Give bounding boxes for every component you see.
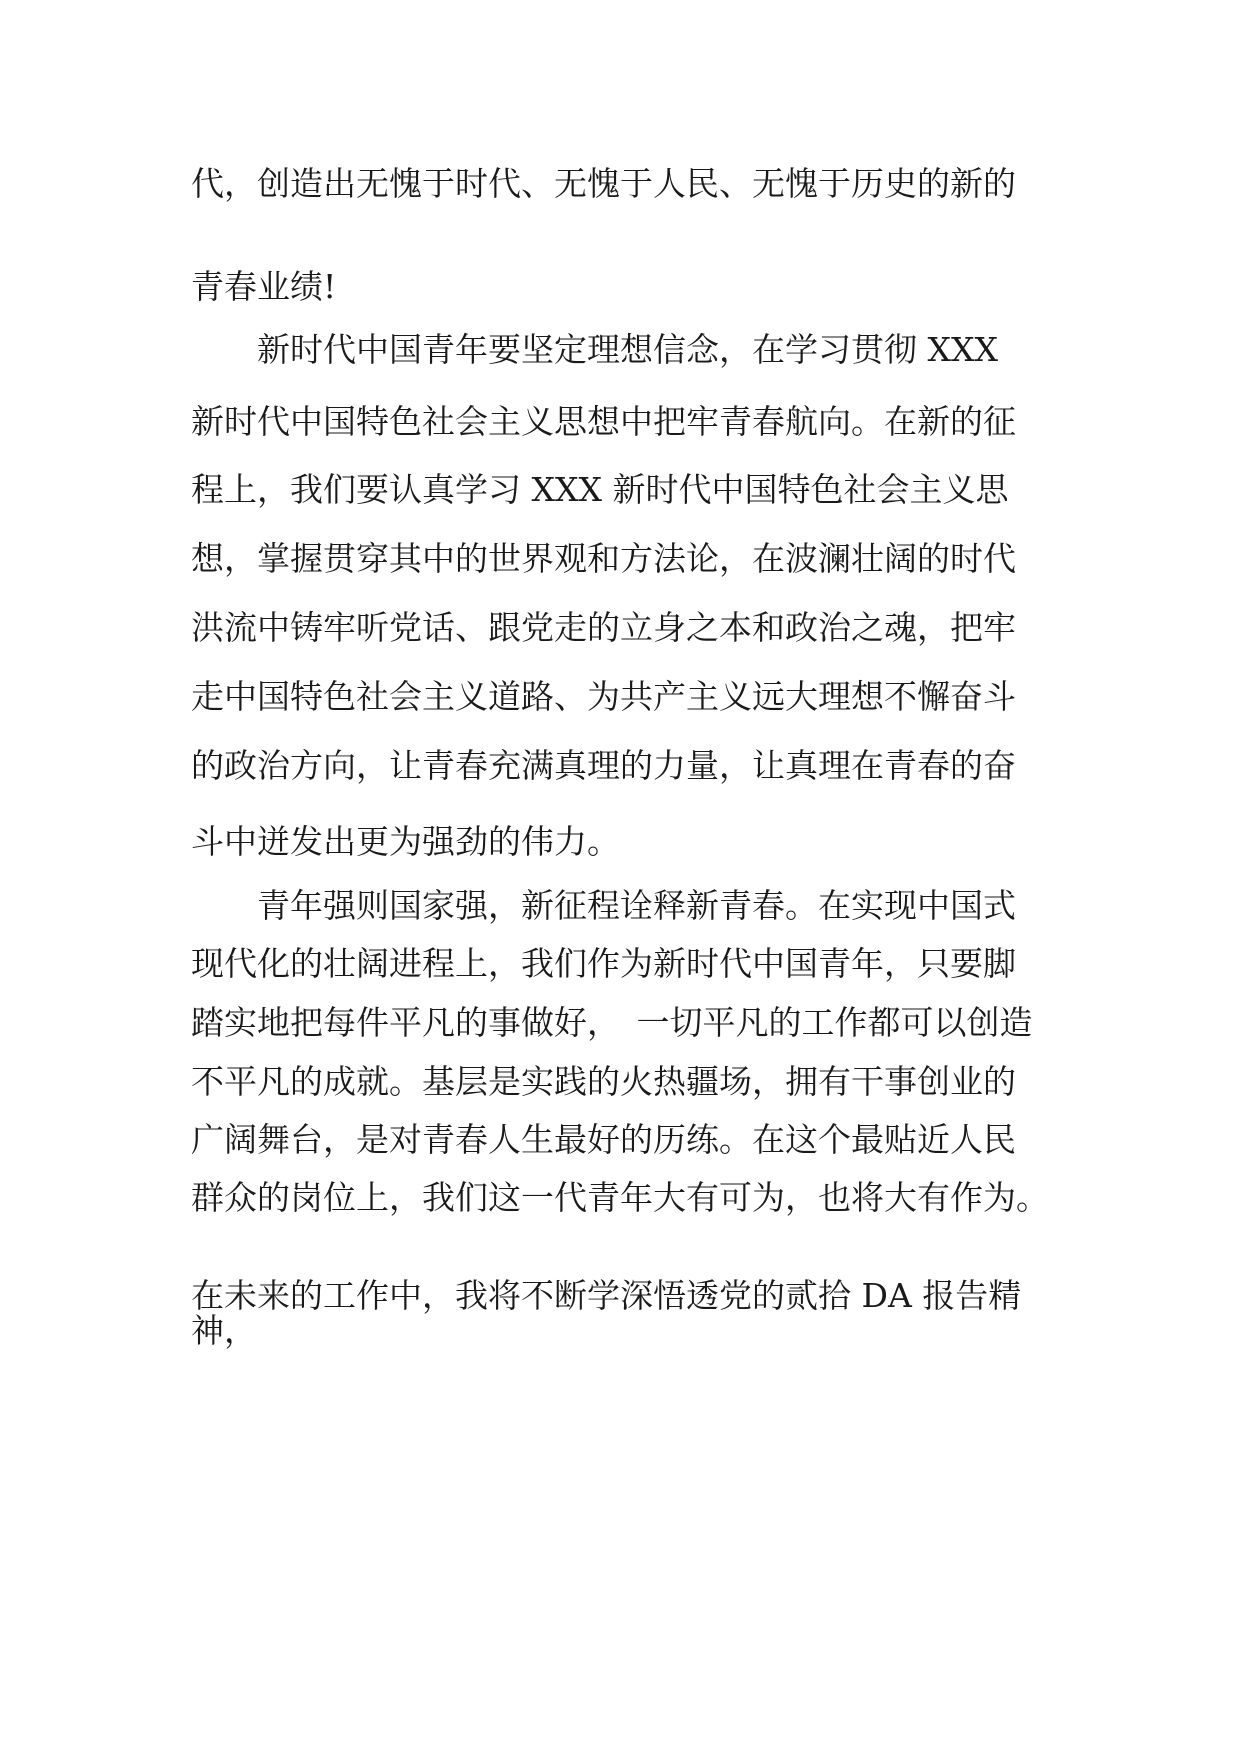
text-line: 代，创造出无愧于时代、无愧于人民、无愧于历史的新的 [191, 164, 1016, 203]
text-line: 新时代中国特色社会主义思想中把牢青春航向。在新的征 [191, 402, 1016, 441]
text-line: 在未来的工作中，我将不断学深悟透党的贰拾 DA 报告精 [191, 1276, 1022, 1315]
text-line: 神， [191, 1311, 257, 1350]
text-line: 现代化的壮阔进程上，我们作为新时代中国青年，只要脚 [191, 944, 1016, 983]
text-line: 想，掌握贯穿其中的世界观和方法论，在波澜壮阔的时代 [191, 539, 1016, 578]
text-line: 斗中迸发出更为强劲的伟力。 [191, 822, 620, 861]
text-line: 走中国特色社会主义道路、为共产主义远大理想不懈奋斗 [191, 677, 1016, 716]
text-line: 洪流中铸牢听党话、跟党走的立身之本和政治之魂，把牢 [191, 608, 1016, 647]
text-line: 踏实地把每件平凡的事做好， 一切平凡的工作都可以创造 [191, 1003, 1033, 1042]
text-line: 广阔舞台，是对青春人生最好的历练。在这个最贴近人民 [191, 1120, 1016, 1159]
text-line: 不平凡的成就。基层是实践的火热疆场，拥有干事创业的 [191, 1062, 1016, 1101]
text-line: 青春业绩! [191, 267, 337, 306]
text-line: 新时代中国青年要坚定理想信念，在学习贯彻 XXX [191, 330, 998, 369]
text-line: 群众的岗位上，我们这一代青年大有可为，也将大有作为。 [191, 1178, 1049, 1217]
text-line: 的政治方向，让青春充满真理的力量，让真理在青春的奋 [191, 746, 1016, 785]
text-line: 青年强则国家强，新征程诠释新青春。在实现中国式 [191, 886, 1016, 925]
text-line: 程上，我们要认真学习 XXX 新时代中国特色社会主义思 [191, 470, 1009, 509]
